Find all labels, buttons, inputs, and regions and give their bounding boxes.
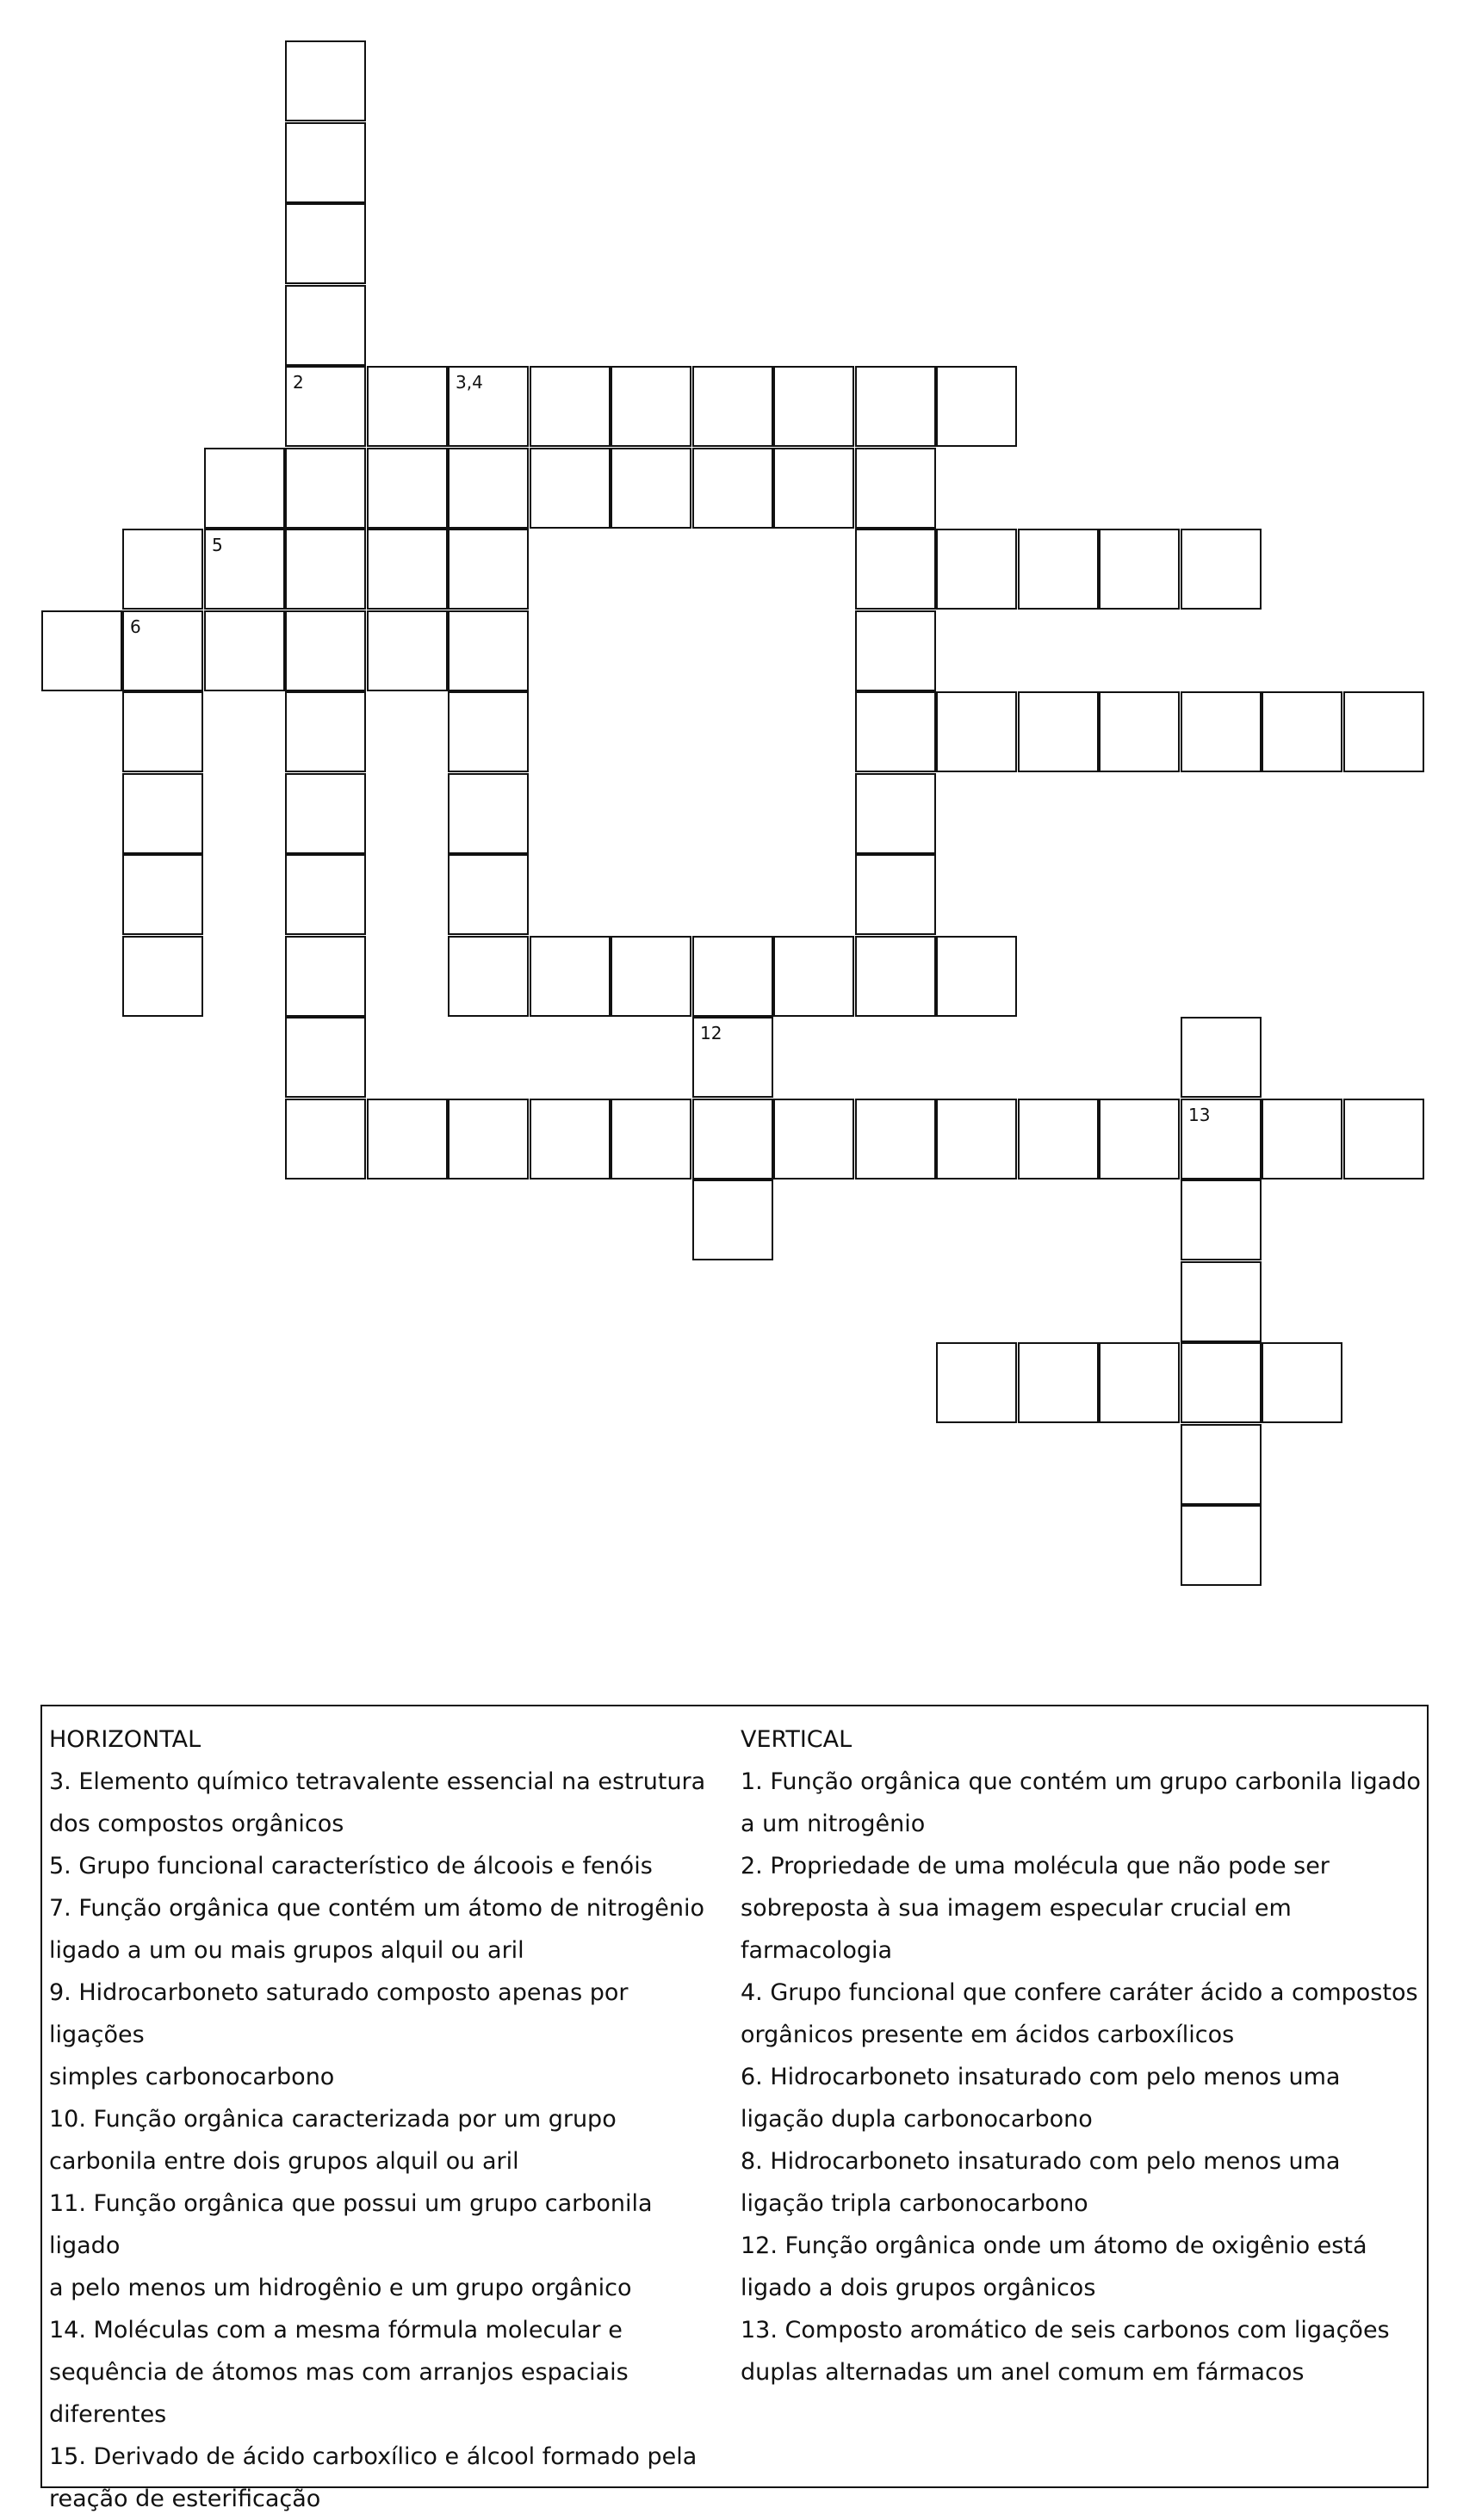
- vertical-clue-line: sobreposta à sua imagem especular crucial em: [741, 1895, 1292, 1922]
- crossword-cell[interactable]: [1099, 1099, 1180, 1180]
- vertical-clue-line: 2. Propriedade de uma molécula que não pode ser: [741, 1853, 1330, 1879]
- crossword-cell[interactable]: [692, 1180, 773, 1260]
- clue-box: [40, 1705, 1429, 2512]
- crossword-cell[interactable]: [285, 285, 366, 366]
- crossword-cell[interactable]: [692, 936, 773, 1017]
- crossword-cell[interactable]: [448, 691, 529, 772]
- horizontal-clue-line: simples carbonocarbono: [49, 2064, 335, 2090]
- crossword-cell[interactable]: [285, 366, 366, 447]
- vertical-clue-line: a um nitrogênio: [741, 1811, 926, 1837]
- vertical-clue-line: 13. Composto aromático de seis carbonos com ligações: [741, 2317, 1390, 2344]
- crossword-cell[interactable]: [1343, 1099, 1424, 1180]
- horizontal-clue-line: carbonila entre dois grupos alquil ou aril: [49, 2148, 519, 2175]
- crossword-cell[interactable]: [285, 854, 366, 935]
- crossword-cell[interactable]: [1099, 691, 1180, 772]
- crossword-cell[interactable]: [122, 610, 203, 691]
- crossword-cell[interactable]: [122, 529, 203, 610]
- crossword-cell[interactable]: [204, 529, 285, 610]
- crossword-cell[interactable]: [204, 448, 285, 529]
- crossword-cell[interactable]: [285, 40, 366, 121]
- crossword-cell[interactable]: [1181, 529, 1262, 610]
- crossword-cell[interactable]: [367, 1099, 448, 1180]
- crossword-cell[interactable]: [773, 448, 854, 529]
- crossword-cell[interactable]: [1181, 1342, 1262, 1423]
- crossword-cell[interactable]: [122, 854, 203, 935]
- crossword-cell[interactable]: [1018, 1099, 1099, 1180]
- crossword-cell[interactable]: [936, 1342, 1017, 1423]
- crossword-cell[interactable]: [855, 529, 936, 610]
- clue-number: 3,4: [456, 372, 483, 393]
- vertical-clue-line: ligação tripla carbonocarbono: [741, 2190, 1088, 2217]
- crossword-cell[interactable]: [1181, 1505, 1262, 1586]
- crossword-cell[interactable]: [855, 854, 936, 935]
- crossword-cell[interactable]: [285, 448, 366, 529]
- crossword-cell[interactable]: [530, 936, 611, 1017]
- clue-number: 13: [1188, 1105, 1211, 1125]
- crossword-cell[interactable]: [1181, 1099, 1262, 1180]
- crossword-cell[interactable]: [1181, 1017, 1262, 1098]
- crossword-cell[interactable]: [1181, 1424, 1262, 1505]
- crossword-cell[interactable]: [285, 203, 366, 284]
- horizontal-clue-line: ligado a um ou mais grupos alquil ou aril: [49, 1937, 524, 1964]
- crossword-cell[interactable]: [285, 529, 366, 610]
- horizontal-clue-line: 3. Elemento químico tetravalente essencial na estrutura: [49, 1768, 706, 1795]
- crossword-cell[interactable]: [530, 1099, 611, 1180]
- crossword-cell[interactable]: [448, 366, 529, 447]
- crossword-cell[interactable]: [692, 1099, 773, 1180]
- horizontal-clues: [49, 1718, 729, 2520]
- crossword-cell[interactable]: [1181, 1261, 1262, 1342]
- horizontal-clue-line: 5. Grupo funcional característico de álcoois e fenóis: [49, 1853, 653, 1879]
- vertical-clue-line: 6. Hidrocarboneto insaturado com pelo menos uma: [741, 2064, 1341, 2090]
- clue-number: 6: [130, 616, 141, 637]
- horizontal-clue-line: 14. Moléculas com a mesma fórmula molecular e: [49, 2317, 623, 2344]
- crossword-cell[interactable]: [1018, 1342, 1099, 1423]
- crossword-cell[interactable]: [692, 366, 773, 447]
- crossword-cell[interactable]: [611, 936, 691, 1017]
- horizontal-clue-line: a pelo menos um hidrogênio e um grupo orgânico: [49, 2275, 632, 2301]
- crossword-cell[interactable]: [1262, 1099, 1342, 1180]
- crossword-cell[interactable]: [855, 936, 936, 1017]
- crossword-cell[interactable]: [855, 691, 936, 772]
- vertical-clue-line: 4. Grupo funcional que confere caráter ácido a compostos: [741, 1979, 1418, 2006]
- crossword-cell[interactable]: [855, 448, 936, 529]
- crossword-cell[interactable]: [367, 448, 448, 529]
- crossword-cell[interactable]: [855, 366, 936, 447]
- horizontal-title: HORIZONTAL: [49, 1726, 202, 1753]
- horizontal-clue-line: 9. Hidrocarboneto saturado composto apenas por ligações: [49, 1979, 629, 2048]
- crossword-cell[interactable]: [530, 366, 611, 447]
- clue-number: 12: [700, 1023, 722, 1043]
- crossword-cell[interactable]: [367, 529, 448, 610]
- crossword-cell[interactable]: [936, 366, 1017, 447]
- crossword-cell[interactable]: [285, 1099, 366, 1180]
- crossword-cell[interactable]: [448, 1099, 529, 1180]
- crossword-cell[interactable]: [448, 529, 529, 610]
- crossword-cell[interactable]: [855, 773, 936, 854]
- crossword-cell[interactable]: [773, 936, 854, 1017]
- crossword-cell[interactable]: [285, 610, 366, 691]
- vertical-clue-line: duplas alternadas um anel comum em fármacos: [741, 2359, 1305, 2386]
- crossword-cell[interactable]: [936, 529, 1017, 610]
- horizontal-clue-line: sequência de átomos mas com arranjos espaciais: [49, 2359, 629, 2386]
- crossword-cell[interactable]: [1262, 691, 1342, 772]
- crossword-cell[interactable]: [204, 610, 285, 691]
- horizontal-clue-line: 10. Função orgânica caracterizada por um grupo: [49, 2106, 617, 2133]
- vertical-clue-line: 8. Hidrocarboneto insaturado com pelo menos uma: [741, 2148, 1341, 2175]
- crossword-cell[interactable]: [1181, 1180, 1262, 1260]
- crossword-cell[interactable]: [1018, 529, 1099, 610]
- crossword-cell[interactable]: [122, 691, 203, 772]
- vertical-clue-line: ligado a dois grupos orgânicos: [741, 2275, 1096, 2301]
- crossword-cell[interactable]: [936, 691, 1017, 772]
- crossword-cell[interactable]: [692, 1017, 773, 1098]
- crossword-cell[interactable]: [936, 936, 1017, 1017]
- crossword-cell[interactable]: [448, 448, 529, 529]
- vertical-clue-line: farmacologia: [741, 1937, 893, 1964]
- crossword-cell[interactable]: [448, 773, 529, 854]
- horizontal-clue-line: 11. Função orgânica que possui um grupo carbonila ligado: [49, 2190, 653, 2259]
- vertical-clue-line: orgânicos presente em ácidos carboxílicos: [741, 2022, 1235, 2048]
- vertical-clues: [741, 1718, 1421, 2393]
- crossword-cell[interactable]: [448, 936, 529, 1017]
- crossword-cell[interactable]: [367, 610, 448, 691]
- vertical-clue-line: 1. Função orgânica que contém um grupo carbonila ligado: [741, 1768, 1421, 1795]
- crossword-cell[interactable]: [448, 610, 529, 691]
- crossword-cell[interactable]: [773, 366, 854, 447]
- clue-number: 5: [212, 535, 223, 555]
- horizontal-clue-line: diferentes: [49, 2401, 167, 2428]
- crossword-cell[interactable]: [285, 1017, 366, 1098]
- crossword-cell[interactable]: [122, 936, 203, 1017]
- crossword-cell[interactable]: [1099, 529, 1180, 610]
- crossword-cell[interactable]: [122, 773, 203, 854]
- crossword-cell[interactable]: [773, 1099, 854, 1180]
- crossword-cell[interactable]: [1262, 1342, 1342, 1423]
- crossword-cell[interactable]: [611, 448, 691, 529]
- crossword-cell[interactable]: [1181, 691, 1262, 772]
- crossword-cell[interactable]: [1018, 691, 1099, 772]
- crossword-cell[interactable]: [1099, 1342, 1180, 1423]
- crossword-cell[interactable]: [448, 854, 529, 935]
- vertical-clue-line: 12. Função orgânica onde um átomo de oxigênio está: [741, 2232, 1367, 2259]
- crossword-cell[interactable]: [855, 1099, 936, 1180]
- vertical-title: VERTICAL: [741, 1726, 852, 1753]
- crossword-cell[interactable]: [1343, 691, 1424, 772]
- crossword-cell[interactable]: [41, 610, 122, 691]
- crossword-cell[interactable]: [285, 691, 366, 772]
- crossword-cell[interactable]: [936, 1099, 1017, 1180]
- crossword-cell[interactable]: [855, 610, 936, 691]
- vertical-clue-line: ligação dupla carbonocarbono: [741, 2106, 1093, 2133]
- crossword-cell[interactable]: [692, 448, 773, 529]
- crossword-cell[interactable]: [367, 366, 448, 447]
- crossword-cell[interactable]: [285, 122, 366, 203]
- crossword-cell[interactable]: [611, 1099, 691, 1180]
- crossword-cell[interactable]: [611, 366, 691, 447]
- horizontal-clue-line: reação de esterificação: [49, 2486, 321, 2512]
- horizontal-clue-line: 7. Função orgânica que contém um átomo de nitrogênio: [49, 1895, 705, 1922]
- crossword-cell[interactable]: [285, 773, 366, 854]
- crossword-cell[interactable]: [285, 936, 366, 1017]
- horizontal-clue-line: 15. Derivado de ácido carboxílico e álcool formado pela: [49, 2443, 698, 2470]
- clue-number: 2: [293, 372, 304, 393]
- horizontal-clue-line: dos compostos orgânicos: [49, 1811, 344, 1837]
- crossword-cell[interactable]: [530, 448, 611, 529]
